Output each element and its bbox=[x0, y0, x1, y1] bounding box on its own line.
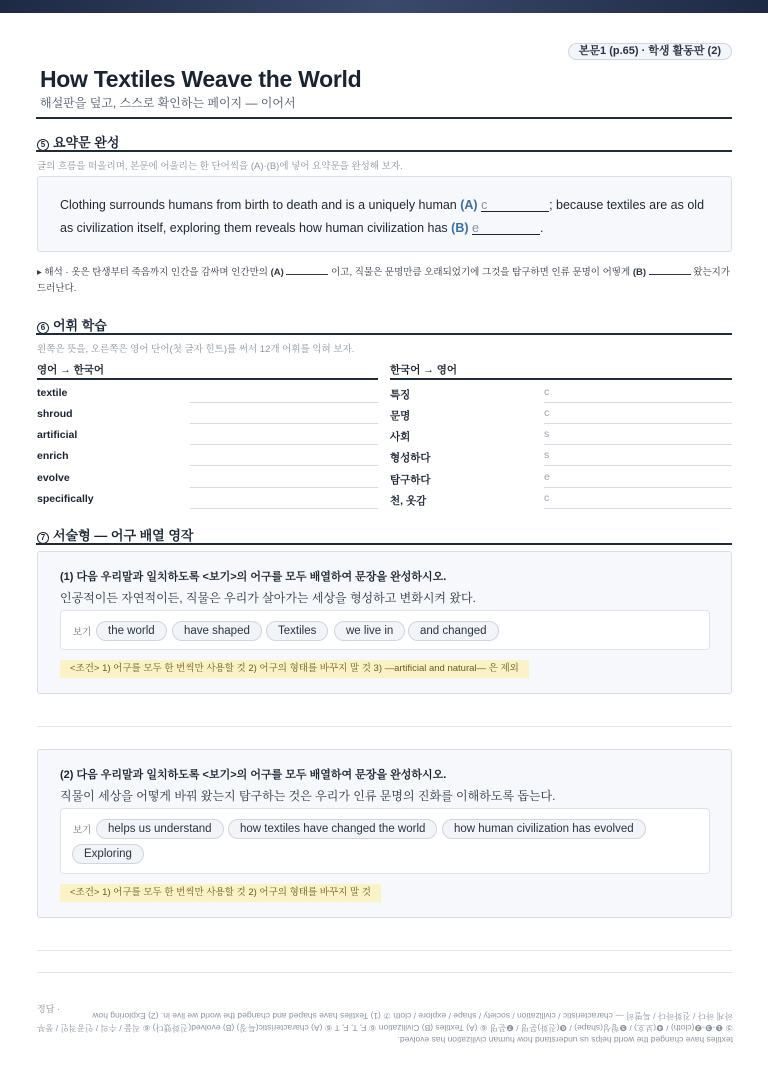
vocab-hint-line[interactable]: c bbox=[544, 492, 732, 509]
summary-label-a: (A) bbox=[460, 198, 478, 212]
summary-label-b: (B) bbox=[451, 221, 469, 235]
translation-suffix: 왔는지가 드러난다. bbox=[37, 267, 731, 294]
summary-blank-a[interactable]: c bbox=[481, 198, 549, 212]
word-chip[interactable]: how textiles have changed the world bbox=[228, 819, 437, 839]
question-1-condition: <조건> 1) 어구를 모두 한 번씩만 사용할 것 2) 어구의 형태를 바꾸지 말 것 3) —artificial and natural— 은 제외 bbox=[60, 660, 529, 678]
triangle-bullet-icon: ▸ bbox=[37, 267, 45, 278]
vocab-left-header: 영어 → 한국어 bbox=[37, 364, 105, 376]
vocab-left-header-rule bbox=[37, 378, 378, 380]
section-7-number: 7 bbox=[37, 532, 49, 544]
word-chip[interactable]: helps us understand bbox=[96, 819, 224, 839]
translation-label-b: (B) bbox=[632, 267, 647, 278]
page-badge: 본문1 (p.65) · 학생 활동판 (2) bbox=[568, 43, 732, 60]
word-chip[interactable]: Exploring bbox=[72, 844, 144, 864]
vocab-term: shroud bbox=[37, 408, 73, 420]
question-2-korean: 직물이 세상을 어떻게 바꿔 왔는지 탐구하는 것은 우리가 인류 문명의 진화를 이해하도록 돕는다. bbox=[60, 789, 556, 803]
question-2-bogi-box bbox=[60, 808, 710, 874]
vocab-left-row bbox=[37, 445, 378, 466]
summary-part-1: Clothing surrounds humans from birth to death and is a uniquely human bbox=[60, 198, 461, 212]
section-5-number: 5 bbox=[37, 139, 49, 151]
section-6-title bbox=[37, 315, 107, 334]
vocab-answer-line[interactable] bbox=[190, 407, 378, 424]
vocab-right-row bbox=[390, 424, 732, 445]
vocab-hint-line[interactable]: e bbox=[544, 471, 732, 488]
vocab-right-row bbox=[390, 382, 732, 403]
vocab-answer-line[interactable] bbox=[190, 386, 378, 403]
translation-prefix: 해석 · 옷은 탄생부터 죽음까지 인간을 감싸며 인간만의 bbox=[44, 267, 271, 278]
word-chip[interactable]: how human civilization has evolved bbox=[442, 819, 646, 839]
vocab-term: 천, 옷감 bbox=[390, 495, 427, 507]
vocab-term: 형성하다 bbox=[390, 452, 431, 464]
section-6-title-text: 어휘 학습 bbox=[53, 318, 107, 333]
answer-key-upside-down bbox=[37, 1010, 733, 1046]
answer-line[interactable] bbox=[37, 726, 732, 727]
vocab-left-row bbox=[37, 403, 378, 424]
answer-key-label: 정답 · bbox=[37, 1004, 60, 1014]
vocab-term: 특징 bbox=[390, 389, 411, 401]
vocab-term: specifically bbox=[37, 493, 94, 505]
section-5-divider bbox=[36, 150, 732, 152]
bogi-label: 보기 bbox=[73, 825, 92, 836]
vocab-left-row bbox=[37, 467, 378, 488]
question-1-bogi-box bbox=[60, 610, 710, 650]
vocab-right-header-rule bbox=[390, 378, 732, 380]
answer-key-line-1: ⑤ ❶-❸-❷(cloth) / ❹(보호) / ❺형성(shape) / ❻(진화)문명 / ❼문명 ⑥ (A) Textiles (B) Civilization ⑥ F, T, F, T ⑥ (A) characteristic(특징) (B) evolved(진화했다) ⑥ 직물 / 수의 / 인공적인 / 풍부하게 하다 / 진화하다 / 특별히 — characteristic / civilization / society / shape / explore / cloth ⑦ (1) Textiles have shaped and changed the world we live in. (2) Exploring how bbox=[37, 1011, 733, 1033]
summary-translation bbox=[37, 265, 732, 297]
translation-middle: 이고, 직물은 문명만큼 오래되었기에 그것을 탐구하면 인류 문명이 어떻게 bbox=[328, 267, 633, 278]
vocab-answer-line[interactable] bbox=[190, 449, 378, 466]
vocab-hint-line[interactable]: s bbox=[544, 428, 732, 445]
word-chip[interactable]: we live in bbox=[334, 621, 405, 641]
vocab-right-row bbox=[390, 403, 732, 424]
vocab-answer-line[interactable] bbox=[190, 492, 378, 509]
bogi-label: 보기 bbox=[73, 627, 92, 638]
vocab-term: artificial bbox=[37, 429, 78, 441]
vocab-left-row bbox=[37, 382, 378, 403]
section-5-title-text: 요약문 완성 bbox=[53, 135, 120, 150]
question-2-box bbox=[37, 749, 732, 918]
word-chip[interactable]: have shaped bbox=[172, 621, 262, 641]
summary-text bbox=[60, 194, 720, 240]
vocab-right-header: 한국어 → 영어 bbox=[390, 364, 458, 376]
vocab-left-row bbox=[37, 424, 378, 445]
vocab-term: 문명 bbox=[390, 410, 411, 422]
section-6-hint: 왼쪽은 뜻을, 오른쪽은 영어 단어(첫 글자 힌트)를 써서 12개 어휘를 익혀 보자. bbox=[37, 344, 355, 355]
vocab-hint-line[interactable]: c bbox=[544, 386, 732, 403]
page-title: How Textiles Weave the World bbox=[40, 66, 362, 92]
vocab-right-row bbox=[390, 488, 732, 509]
answer-line[interactable] bbox=[37, 950, 732, 951]
vocab-right-row bbox=[390, 445, 732, 466]
translation-blank-b[interactable] bbox=[649, 265, 691, 275]
vocab-term: 탐구하다 bbox=[390, 474, 431, 486]
section-7-divider bbox=[36, 543, 732, 545]
answer-key-line-2: textiles have changed the world helps us understand how human civilization has evolved. bbox=[397, 1035, 733, 1045]
section-6-number: 6 bbox=[37, 322, 49, 334]
summary-part-2: ; because textiles are as old as civilization itself, exploring them reveals how human civilization has bbox=[60, 198, 705, 235]
summary-box bbox=[37, 176, 732, 252]
summary-part-3: . bbox=[540, 221, 544, 235]
answer-line[interactable] bbox=[37, 972, 732, 973]
section-7-title bbox=[37, 525, 193, 544]
vocab-hint-line[interactable]: c bbox=[544, 407, 732, 424]
vocab-left-row bbox=[37, 488, 378, 509]
page-subtitle: 해설판을 덮고, 스스로 확인하는 페이지 — 이어서 bbox=[40, 96, 296, 110]
top-banner bbox=[0, 0, 768, 13]
section-7-title-text: 서술형 — 어구 배열 영작 bbox=[53, 528, 194, 543]
summary-blank-b[interactable]: e bbox=[472, 221, 540, 235]
word-chip[interactable]: and changed bbox=[408, 621, 499, 641]
translation-label-a: (A) bbox=[270, 267, 284, 278]
question-1-title: (1) 다음 우리말과 일치하도록 <보기>의 어구를 모두 배열하여 문장을 완성하시오. bbox=[60, 571, 447, 583]
vocab-right-row bbox=[390, 467, 732, 488]
vocab-term: enrich bbox=[37, 450, 69, 462]
question-2-title: (2) 다음 우리말과 일치하도록 <보기>의 어구를 모두 배열하여 문장을 완성하시오. bbox=[60, 769, 447, 781]
section-5-title bbox=[37, 132, 119, 151]
vocab-term: textile bbox=[37, 387, 68, 399]
word-chip[interactable]: the world bbox=[96, 621, 167, 641]
vocab-answer-line[interactable] bbox=[190, 471, 378, 488]
header-divider bbox=[36, 117, 732, 119]
question-1-korean: 인공적이든 자연적이든, 직물은 우리가 살아가는 세상을 형성하고 변화시켜 왔다. bbox=[60, 591, 476, 605]
question-1-box bbox=[37, 551, 732, 694]
vocab-answer-line[interactable] bbox=[190, 428, 378, 445]
section-5-hint: 글의 흐름을 떠올리며, 본문에 어울리는 한 단어씩을 (A)·(B)에 넣어 요약문을 완성해 보자. bbox=[37, 161, 403, 172]
vocab-term: evolve bbox=[37, 472, 70, 484]
vocab-hint-line[interactable]: s bbox=[544, 449, 732, 466]
vocab-term: 사회 bbox=[390, 431, 411, 443]
question-2-condition: <조건> 1) 어구를 모두 한 번씩만 사용할 것 2) 어구의 형태를 바꾸지 말 것 bbox=[60, 884, 381, 902]
section-6-divider bbox=[36, 333, 732, 335]
word-chip[interactable]: Textiles bbox=[266, 621, 328, 641]
translation-blank-a[interactable] bbox=[286, 265, 328, 275]
